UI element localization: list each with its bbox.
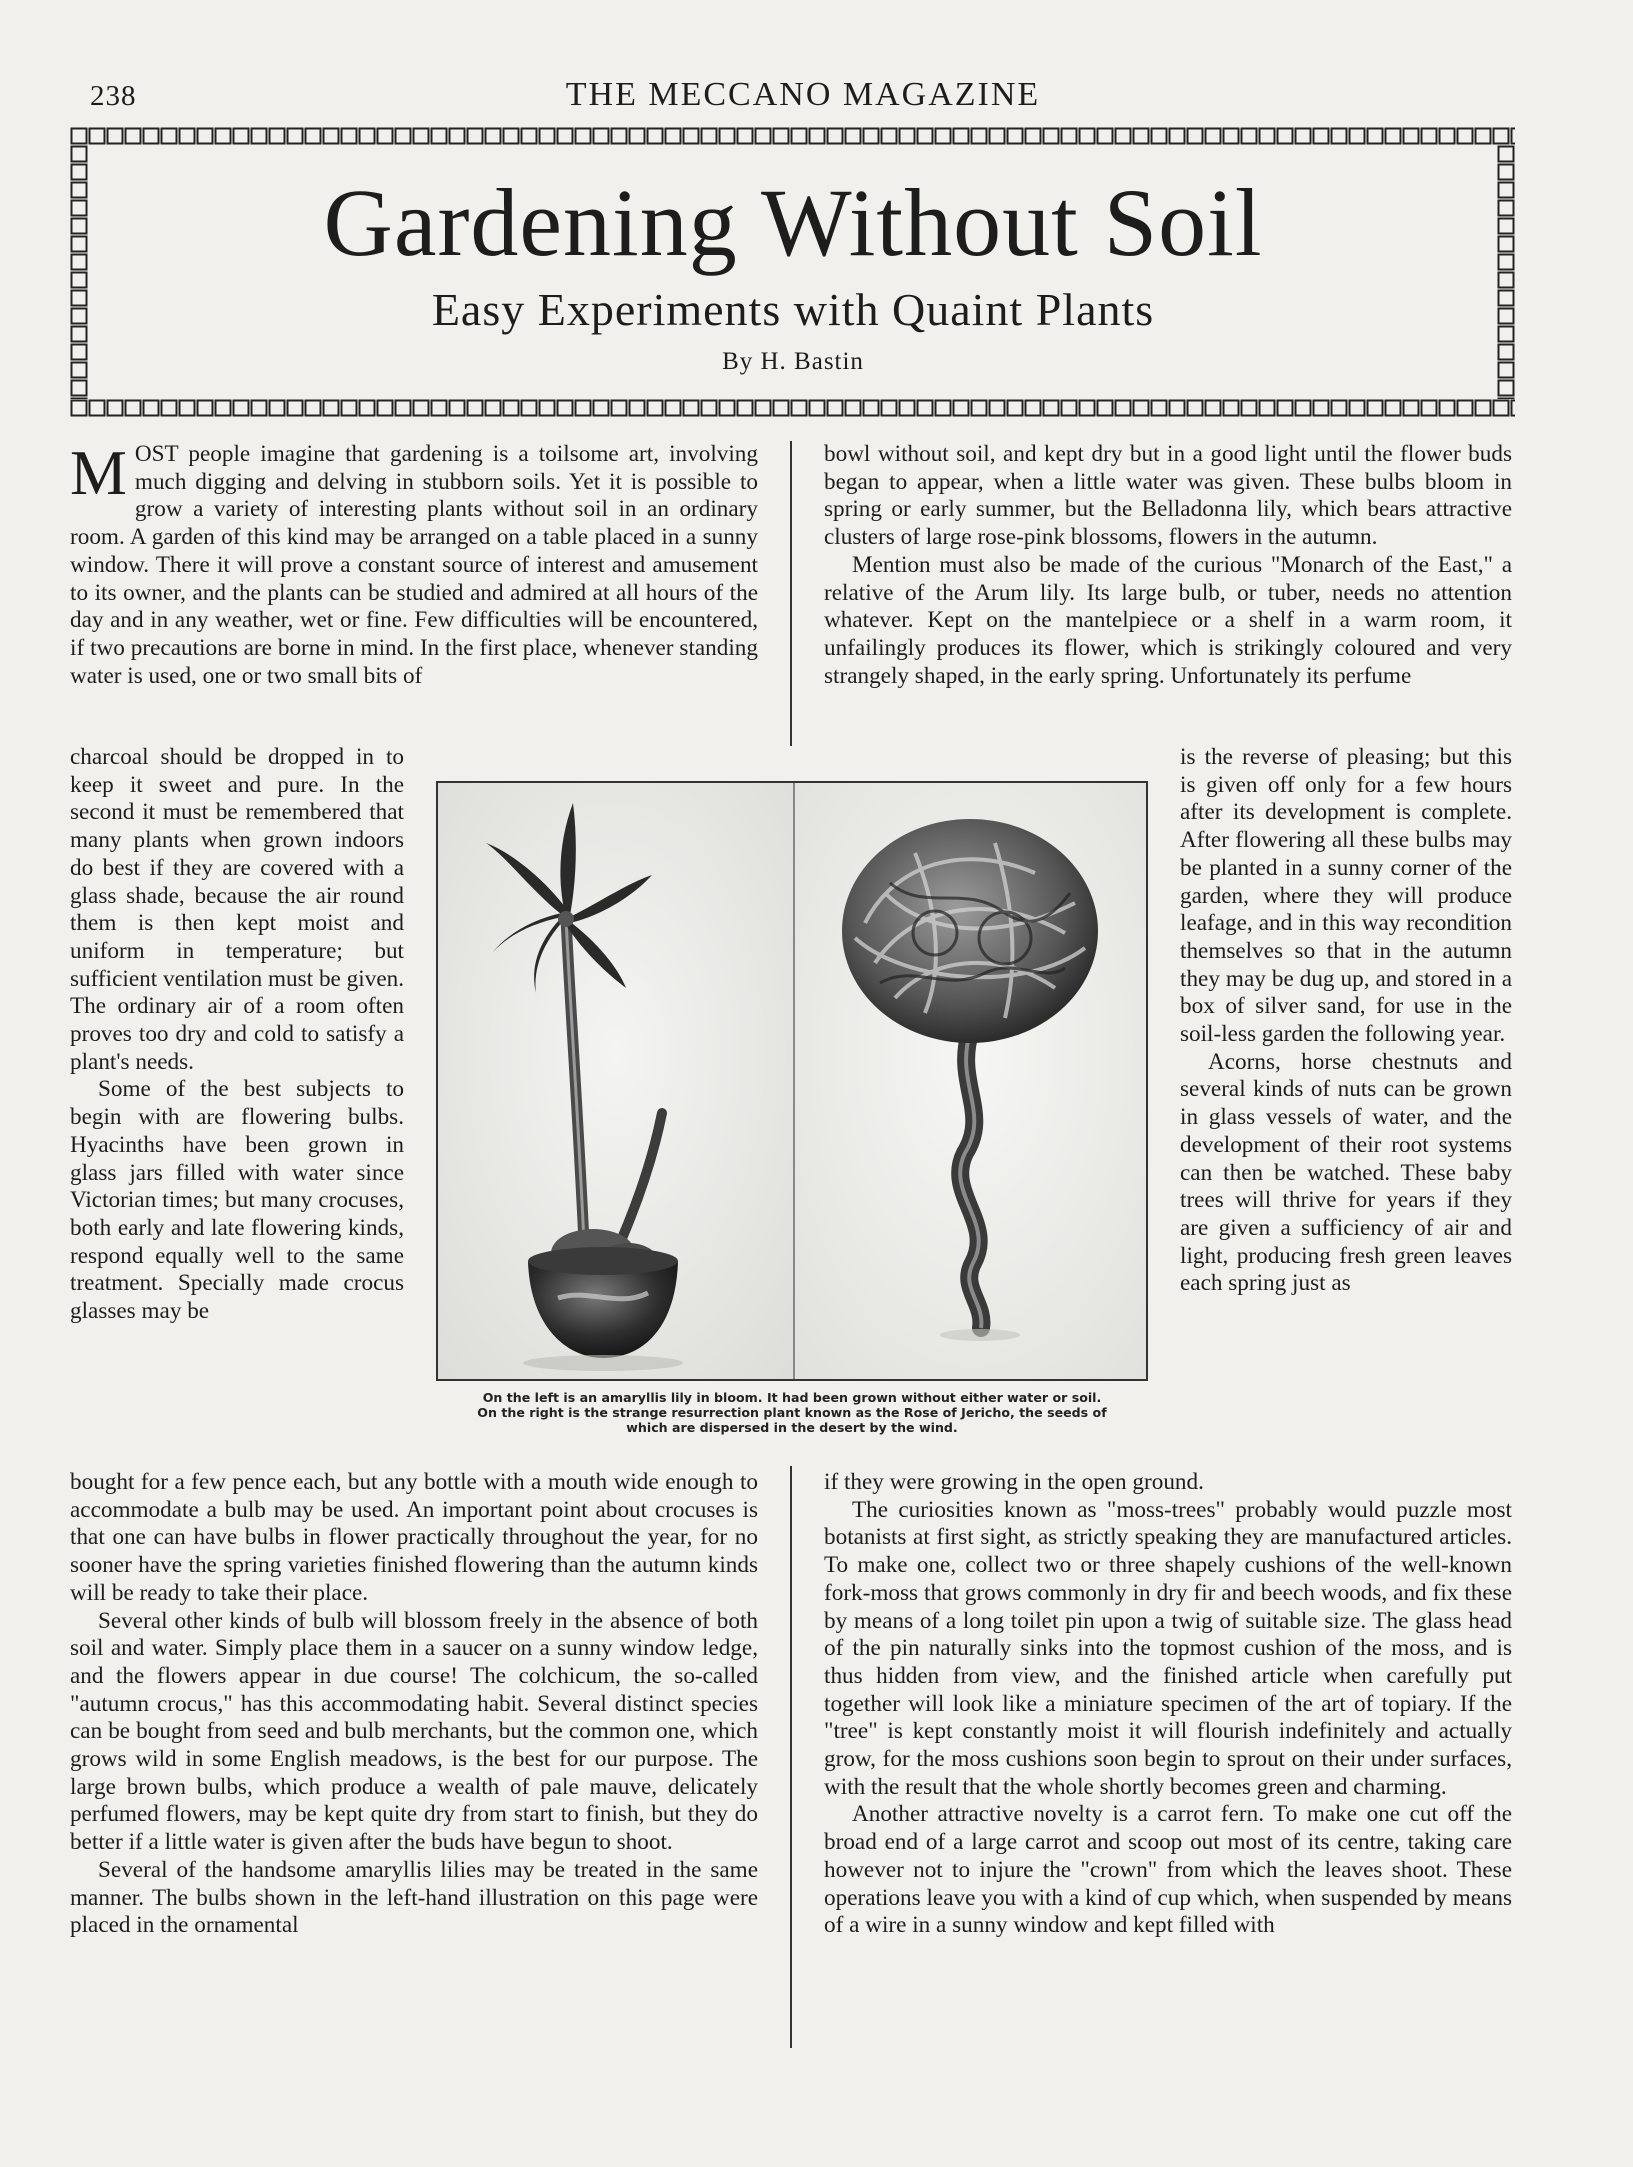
rose-of-jericho-photo-icon — [795, 783, 1148, 1381]
paragraph: Several of the handsome amaryllis lilies may be treated in the same manner. The bulbs shown in the left-hand illustration on this page were placed in the ornamental — [70, 1856, 758, 1939]
article-byline: By H. Bastin — [722, 348, 864, 375]
paragraph: bought for a few pence each, but any bottle with a mouth wide enough to accommodate a bulb may be used. An important point about crocuses is that one can have bulbs in flower practically throughout the year, for no sooner have the spring varieties finished flowering than the autumn kinds will be ready to take their place. — [70, 1469, 758, 1606]
title-frame-top-border — [70, 127, 1515, 145]
right-column-bottom — [824, 1469, 1512, 1940]
paragraph: bowl without soil, and kept dry but in a good light until the flower buds began to appear, when a little water was given. These bulbs bloom in spring or early summer, but the Belladonna lily, which bears attractive clusters of large rose-pink blossoms, flowers in the autumn. — [824, 441, 1512, 551]
paragraph: Some of the best subjects to begin with are flowering bulbs. Hyacinths have been grown in glass jars filled with water since Victorian times; but many crocuses, both early and late flowering kinds, respond equally well to the same treatment. Specially made crocus glasses may be — [70, 1076, 404, 1325]
title-frame-bottom-border — [70, 399, 1515, 417]
paragraph: Acorns, horse chestnuts and several kinds of nuts can be grown in glass vessels of water, and the development of their root systems can then be watched. These baby trees will thrive for years if they are given a sufficiency of air and light, producing fresh green leaves each spring just as — [1180, 1048, 1512, 1297]
caption-line: On the left is an amaryllis lily in bloom. It had been grown without either water or soil. — [482, 1390, 1102, 1405]
page-header — [90, 76, 1516, 120]
paragraph: Several other kinds of bulb will blossom freely in the absence of both soil and water. Simply place them in a saucer on a sunny window ledge, and the flowers appear in due course! The colchicum, the so-called "autumn crocus," has this accommodating habit. Several distinct species can be bought from seed and bulb merchants, but the common one, which grows wild in some English meadows, is the best for our purpose. The large brown bulbs, which produce a wealth of pale mauve, delicately perfumed flowers, may be kept quite dry from start to finish, but they do better if a little water is given after the buds have begun to shoot. — [70, 1607, 758, 1856]
right-column-narrow — [1180, 744, 1512, 1298]
amaryllis-photo-icon — [438, 783, 793, 1381]
title-frame-right-border — [1497, 145, 1515, 399]
paragraph: charcoal should be dropped in to keep it sweet and pure. In the second it must be remembered that many plants when grown indoors do best if they are covered with a glass shade, because the air round them is then kept moist and uniform in temperature; but sufficient ventilation must be given. The ordinary air of a room often proves too dry and cold to satisfy a plant's needs. — [70, 744, 404, 1075]
caption-line: On the right is the strange resurrection plant known as the Rose of Jericho, the seeds of — [477, 1405, 1107, 1420]
figure-caption — [430, 1390, 1154, 1435]
column-divider-top — [790, 441, 792, 746]
paragraph: Another attractive novelty is a carrot fern. To make one cut off the broad end of a large carrot and scoop out most of its centre, taking care however not to injure the "crown" from which the leaves shoot. These operations leave you with a kind of cup which, when suspended by means of a wire in a sunny window and kept filled with — [824, 1801, 1512, 1939]
running-head: THE MECCANO MAGAZINE — [565, 76, 1041, 113]
paragraph: The curiosities known as "moss-trees" probably would puzzle most botanists at first sight, as strictly speaking they are manufactured articles. To make one, collect two or three shapely cushions of the well-known fork-moss that grows commonly in dry fir and beech woods, and fix these by means of a long toilet pin upon a twig of suitable size. The glass head of the pin naturally sinks into the topmost cushion of the moss, and is thus hidden from view, and the finished article when carefully put together will look like a miniature specimen of the art of topiary. If the "tree" is kept constantly moist it will flourish indefinitely and actually grow, for the moss cushions soon begin to sprout on their under surfaces, with the result that the whole shortly becomes green and charming. — [824, 1496, 1512, 1800]
paragraph: Mention must also be made of the curious "Monarch of the East," a relative of the Arum lily. Its large bulb, or tuber, needs no attention whatever. Kept on the mantelpiece or a shelf in a warm room, it unfailingly produces its flower, which is strikingly coloured and very strangely shaped, in the early spring. Unfortunately its perfume — [824, 551, 1512, 689]
left-column-top — [70, 437, 758, 690]
title-frame-left-border — [70, 145, 88, 399]
paragraph — [70, 437, 758, 690]
drop-cap: M — [70, 437, 127, 508]
paragraph: is the reverse of pleasing; but this is given off only for a few hours after its development is complete. After flowering all these bulbs may be planted in a sunny corner of the garden, where they will produce leafage, and in this way recondition themselves so that in the autumn they may be dug up, and stored in a box of silver sand, for use in the soil-less garden the following year. — [1180, 744, 1512, 1048]
left-column-narrow — [70, 744, 404, 1326]
caption-line: which are dispersed in the desert by the wind. — [626, 1420, 958, 1435]
article-subtitle: Easy Experiments with Quaint Plants — [431, 284, 1155, 335]
paragraph-text: OST people imagine that gardening is a toilsome art, involving much digging and delving in stubborn soils. Yet it is possible to grow a variety of interesting plants without soil in an ordinary room. A garden of this kind may be arranged on a table placed in a sunny window. There it will prove a constant source of interest and amusement to its owner, and the plants can be studied and admired at all hours of the day and in any weather, wet or fine. Few difficulties will be encountered, if two precautions are borne in mind. In the first place, whenever standing water is used, one or two small bits of — [70, 441, 758, 689]
page-number: 238 — [90, 80, 137, 112]
column-divider-bottom — [790, 1466, 792, 2048]
article-title: Gardening Without Soil — [323, 169, 1263, 276]
right-column-top — [824, 441, 1512, 690]
paragraph: if they were growing in the open ground. — [824, 1469, 1204, 1495]
article-figure — [436, 781, 1148, 1381]
left-column-bottom — [70, 1469, 758, 1940]
